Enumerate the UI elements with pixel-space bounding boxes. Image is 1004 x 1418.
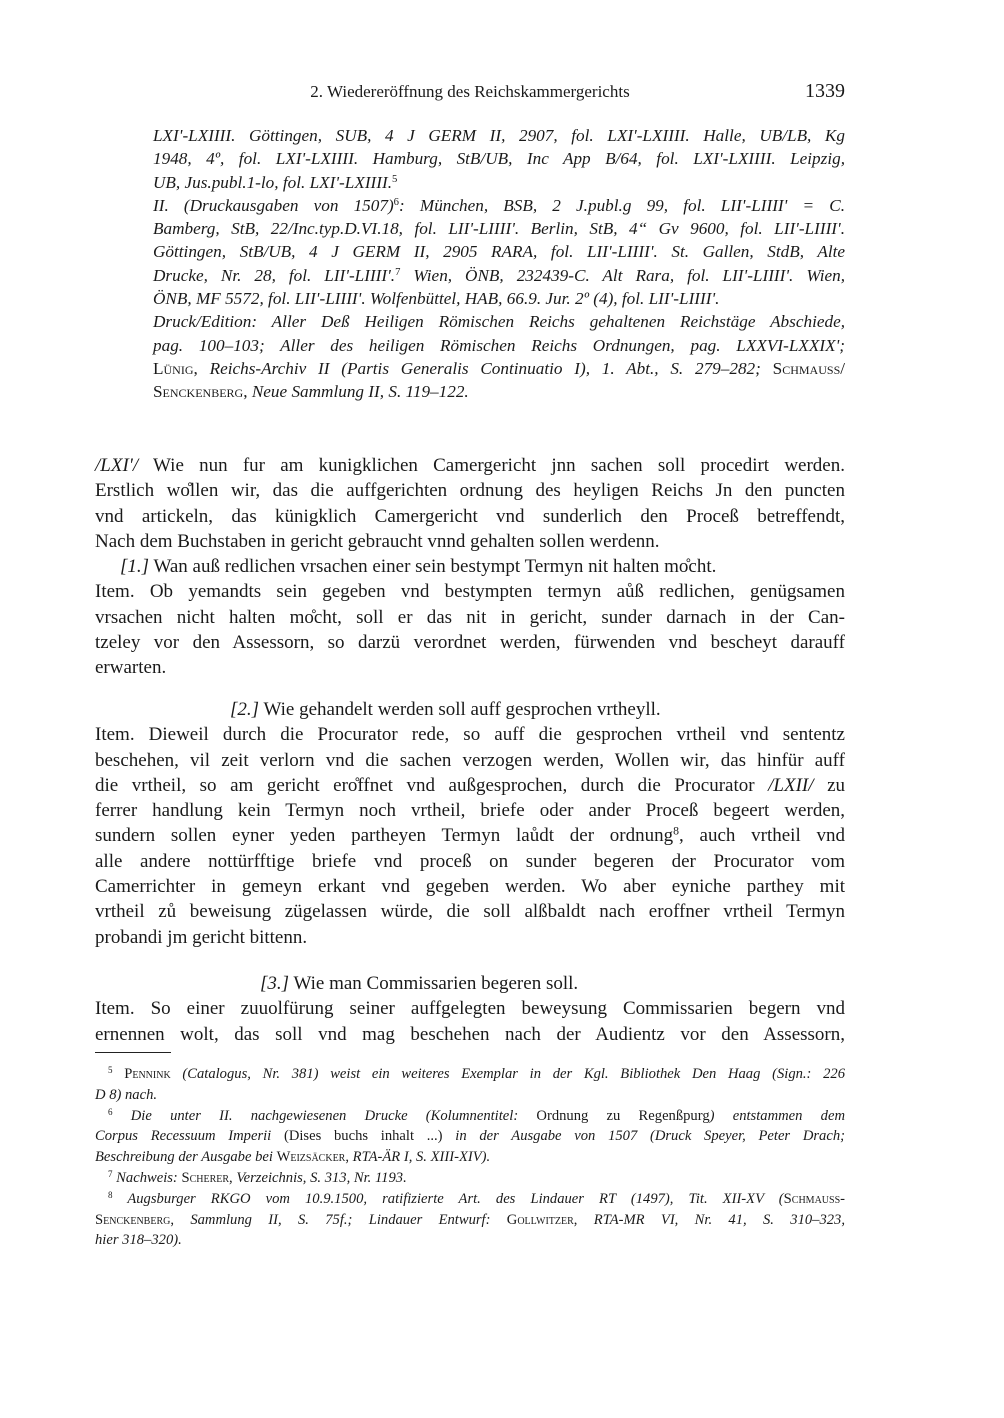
text-line bbox=[95, 1022, 845, 1047]
text-line bbox=[95, 217, 845, 240]
text-line bbox=[95, 605, 845, 630]
text-line bbox=[95, 194, 845, 217]
paragraph-3 bbox=[95, 971, 845, 1047]
text-line bbox=[95, 971, 845, 996]
text-segment: zu bbox=[813, 774, 845, 796]
text-segment: Nach dem Buchstaben in gericht gebraucht vnnd gehalten sollen werdenn. bbox=[95, 530, 660, 552]
text-segment: , bbox=[193, 358, 210, 378]
text-segment: Wan auß redlichen vrsachen einer sein bestympt Termyn nit halten mo̊cht. bbox=[149, 556, 717, 577]
text-segment: Erstlich wo̊llen wir, das die auffgerichten ordnung des heyligen Reichs Jn den puncten bbox=[95, 480, 845, 502]
text-segment: (Dises buchs inhalt ...) bbox=[271, 1128, 456, 1145]
text-segment: Camerrichter in gemeyn erkant vnd gegeben werden. Wo aber eyniche parthey mit bbox=[95, 876, 845, 898]
text-segment: Lünig bbox=[153, 358, 194, 378]
text-line bbox=[95, 798, 845, 823]
text-segment: alle andere nottürfftige briefe vnd proceß on sunder begeren der Procurator vom bbox=[95, 850, 845, 872]
text-line bbox=[95, 529, 845, 554]
text-line bbox=[95, 899, 845, 924]
footnote-marker: 5 bbox=[392, 173, 398, 185]
footnotes bbox=[95, 1064, 845, 1251]
text-segment: : München, BSB, 2 J.publ.g 99, fol. LII'-LIIII' = C. bbox=[399, 195, 845, 215]
text-line bbox=[95, 310, 845, 333]
text-segment: Neue Sammlung II, S. 119–122. bbox=[251, 382, 469, 402]
text-segment: ferrer handlung kein Termyn noch vrtheil, briefe oder ander Proceß begeert werden, bbox=[95, 800, 845, 822]
text-segment: Corpus Recessuum Imperii bbox=[95, 1128, 272, 1145]
text-segment: , bbox=[229, 1169, 237, 1186]
text-segment: (Catalogus, Nr. 381) weist ein weiteres Exemplar in der Kgl. Bibliothek Den Haag (Sign.: 226 bbox=[170, 1066, 846, 1082]
text-line bbox=[95, 1189, 845, 1210]
text-segment: , bbox=[243, 382, 252, 402]
text-segment: die vrtheil, so am gericht ero̊ffnet vnd außgesprochen, durch die Procurator bbox=[95, 774, 769, 796]
text-segment: Item. So einer zuuolfürung seiner auffgelegten beweysung Commissarien begern vnd bbox=[95, 998, 845, 1020]
text-line bbox=[95, 925, 845, 950]
text-segment: Item. Ob yemandts sein gegeben vnd bestympten termyn aůß redlichen, genügsamen bbox=[95, 581, 845, 603]
text-segment: Schmauss- bbox=[783, 1190, 845, 1207]
text-segment: vrtheil zů beweisung zügelassen würde, die soll alßbaldt nach eroffner vrtheil Termyn bbox=[95, 901, 845, 923]
text-segment: vrsachen nicht halten mo̊cht, soll er das nit in gericht, sunder darnach in der Can- bbox=[95, 606, 845, 628]
text-segment: sundern sollen eyner yeden partheyen Termyn laůdt der ordnung bbox=[95, 825, 674, 847]
text-line bbox=[95, 554, 845, 579]
text-segment: RTA-ÄR I, S. XIII-XIV). bbox=[352, 1149, 491, 1166]
text-line bbox=[95, 1126, 845, 1147]
running-header-title: 2. Wiedereröffnung des Reichskammergerichts bbox=[310, 82, 630, 101]
text-segment: , bbox=[170, 1211, 191, 1228]
text-segment: ) entstammen dem bbox=[709, 1107, 845, 1124]
paragraph-2 bbox=[95, 697, 845, 950]
text-segment: in der Ausgabe von 1507 (Druck Speyer, Peter Drach; bbox=[455, 1128, 845, 1145]
text-line bbox=[95, 453, 845, 478]
text-segment: Weizsäcker bbox=[276, 1149, 346, 1166]
text-segment: tzeley vor den Assessorn, so darzü verordnet werden, fürwenden vnd bescheyt darauff bbox=[95, 631, 845, 653]
text-segment: UB, Jus.publ.1-lo, fol. LXI'-LXIIII. bbox=[153, 172, 393, 192]
text-line bbox=[95, 1168, 845, 1189]
text-line bbox=[95, 579, 845, 604]
text-segment: Pennink bbox=[112, 1066, 171, 1082]
paragraph-1 bbox=[95, 554, 845, 680]
text-segment: , auch vrtheil vnd bbox=[679, 825, 845, 847]
text-segment: Reichs-Archiv II (Partis Generalis Continuatio I), 1. Abt., S. 279–282; bbox=[209, 358, 761, 378]
footnote-marker: 8 bbox=[108, 1189, 113, 1200]
text-segment: , bbox=[345, 1149, 353, 1166]
text-line bbox=[95, 630, 845, 655]
text-segment: [1.] bbox=[120, 556, 150, 577]
text-segment: Senckenberg bbox=[95, 1211, 171, 1228]
text-line bbox=[95, 1085, 845, 1106]
text-segment: Wie nun fur am kunigklichen Camergericht jnn sachen soll procedirt werden. bbox=[138, 455, 845, 476]
text-segment: Scherer bbox=[181, 1169, 230, 1186]
footnote-separator bbox=[95, 1052, 171, 1053]
text-line bbox=[95, 334, 845, 357]
text-line bbox=[95, 504, 845, 529]
text-segment: Die unter II. nachgewiesenen Drucke (Kolumnentitel: bbox=[112, 1107, 519, 1124]
footnote-marker: 7 bbox=[395, 266, 401, 278]
footnote-marker: 6 bbox=[108, 1106, 113, 1117]
page-number: 1339 bbox=[805, 80, 845, 102]
text-line bbox=[95, 773, 845, 798]
text-segment: , bbox=[573, 1211, 594, 1228]
text-line bbox=[95, 722, 845, 747]
text-line bbox=[95, 478, 845, 503]
apparatus bbox=[95, 124, 845, 404]
text-segment: Senckenberg bbox=[153, 382, 244, 402]
footnote-marker: 5 bbox=[108, 1065, 113, 1076]
text-segment: RTA-MR VI, Nr. 41, S. 310–323, bbox=[593, 1211, 845, 1228]
text-segment: pag. 100–103; Aller des heiligen Römischen Reichs Ordnungen, pag. LXXVI-LXXIX'; bbox=[153, 335, 845, 355]
text-line bbox=[95, 240, 845, 263]
text-segment: Nachweis: bbox=[112, 1169, 182, 1186]
text-line bbox=[95, 748, 845, 773]
text-segment: Schmauss/ bbox=[760, 358, 846, 378]
footnote-marker: 8 bbox=[673, 825, 680, 839]
text-segment: hier 318–320). bbox=[95, 1232, 182, 1249]
text-line bbox=[95, 823, 845, 848]
text-segment: Wie man Commissarien begeren soll. bbox=[289, 973, 579, 994]
text-segment: D 8) nach. bbox=[95, 1086, 158, 1103]
text-line bbox=[95, 147, 845, 170]
text-line bbox=[95, 171, 845, 194]
text-segment: ernennen wolt, das soll vnd mag beschehen nach der Audientz vor den Assessorn, bbox=[95, 1023, 845, 1045]
text-segment: beschehen, vil zeit verlorn vnd die sachen verzogen werden, Wollen wir, das hinfür auff bbox=[95, 749, 845, 771]
text-line bbox=[95, 1230, 845, 1251]
text-line bbox=[95, 124, 845, 147]
text-segment: /LXI'/ bbox=[95, 455, 139, 476]
text-segment: /LXII/ bbox=[768, 774, 814, 796]
text-line bbox=[95, 357, 845, 380]
text-segment: Bamberg, StB, 22/Inc.typ.D.VI.18, fol. LII'-LIIII'. Berlin, StB, 4“ Gv 9600, fol. LII'-LIIII'. bbox=[153, 219, 845, 239]
text-line bbox=[95, 287, 845, 310]
text-segment: vnd artickeln, das künigklich Camergericht vnd sunderlich den Proceß betreffendt, bbox=[95, 505, 845, 527]
text-segment: 1948, 4º, fol. LXI'-LXIIII. Hamburg, StB/UB, Inc App B/64, fol. LXI'-LXIIII. Leipzig, bbox=[153, 149, 845, 169]
text-segment: probandi jm gericht bittenn. bbox=[95, 926, 308, 948]
paragraph-intro bbox=[95, 453, 845, 554]
text-segment: erwarten. bbox=[95, 657, 167, 679]
text-line bbox=[95, 996, 845, 1021]
text-line bbox=[95, 1210, 845, 1231]
text-segment: Augsburger RKGO vom 10.9.1500, ratifizierte Art. des Lindauer RT (1497), Tit. XII-XV ( bbox=[112, 1190, 784, 1207]
text-segment: Gollwitzer bbox=[506, 1211, 574, 1228]
text-segment: Beschreibung der Ausgabe bei bbox=[95, 1149, 277, 1166]
text-line bbox=[95, 1147, 845, 1168]
text-line bbox=[95, 264, 845, 287]
footnote-marker: 7 bbox=[108, 1169, 113, 1180]
text-segment: Wie gehandelt werden soll auff gesprochen vrtheyll. bbox=[259, 699, 661, 720]
text-segment: Drucke, Nr. 28, fol. LII'-LIIII'. bbox=[153, 265, 396, 285]
text-segment: Sammlung II, S. 75f.; Lindauer Entwurf: bbox=[190, 1211, 507, 1228]
text-segment: Wien, ÖNB, 232439-C. Alt Rara, fol. LII'-LIIII'. Wien, bbox=[400, 265, 845, 285]
text-segment: [2.] bbox=[230, 699, 260, 720]
text-segment: [3.] bbox=[260, 973, 290, 994]
text-segment: Druck/Edition: Aller Deß Heiligen Römischen Reichs gehaltenen Reichstäge Abschiede, bbox=[153, 312, 845, 332]
text-line bbox=[95, 1064, 845, 1085]
text-segment: LXI'-LXIIII. Göttingen, SUB, 4 J GERM II, 2907, fol. LXI'-LXIIII. Halle, UB/LB, Kg bbox=[153, 126, 845, 145]
text-segment: ÖNB, MF 5572, fol. LII'-LIIII'. Wolfenbüttel, HAB, 66.9. Jur. 2º (4), fol. LII'-LIIII'. bbox=[153, 289, 720, 309]
text-segment: Verzeichnis, S. 313, Nr. 1193. bbox=[236, 1169, 407, 1186]
text-line bbox=[95, 849, 845, 874]
text-line bbox=[95, 655, 845, 680]
text-line bbox=[95, 874, 845, 899]
text-segment: Ordnung zu Regenßpurg bbox=[518, 1107, 710, 1124]
text-segment: II. (Druckausgaben von 1507) bbox=[153, 195, 394, 215]
text-line bbox=[95, 1106, 845, 1127]
text-line bbox=[95, 380, 845, 403]
text-segment: Item. Dieweil durch die Procurator rede, so auff die gesprochen vrtheil vnd sententz bbox=[95, 724, 845, 746]
footnote-marker: 6 bbox=[393, 197, 399, 209]
text-line bbox=[95, 697, 845, 722]
text-segment: Göttingen, StB/UB, 4 J GERM II, 2905 RARA, fol. LII'-LIIII'. St. Gallen, StdB, Alte bbox=[153, 242, 845, 262]
